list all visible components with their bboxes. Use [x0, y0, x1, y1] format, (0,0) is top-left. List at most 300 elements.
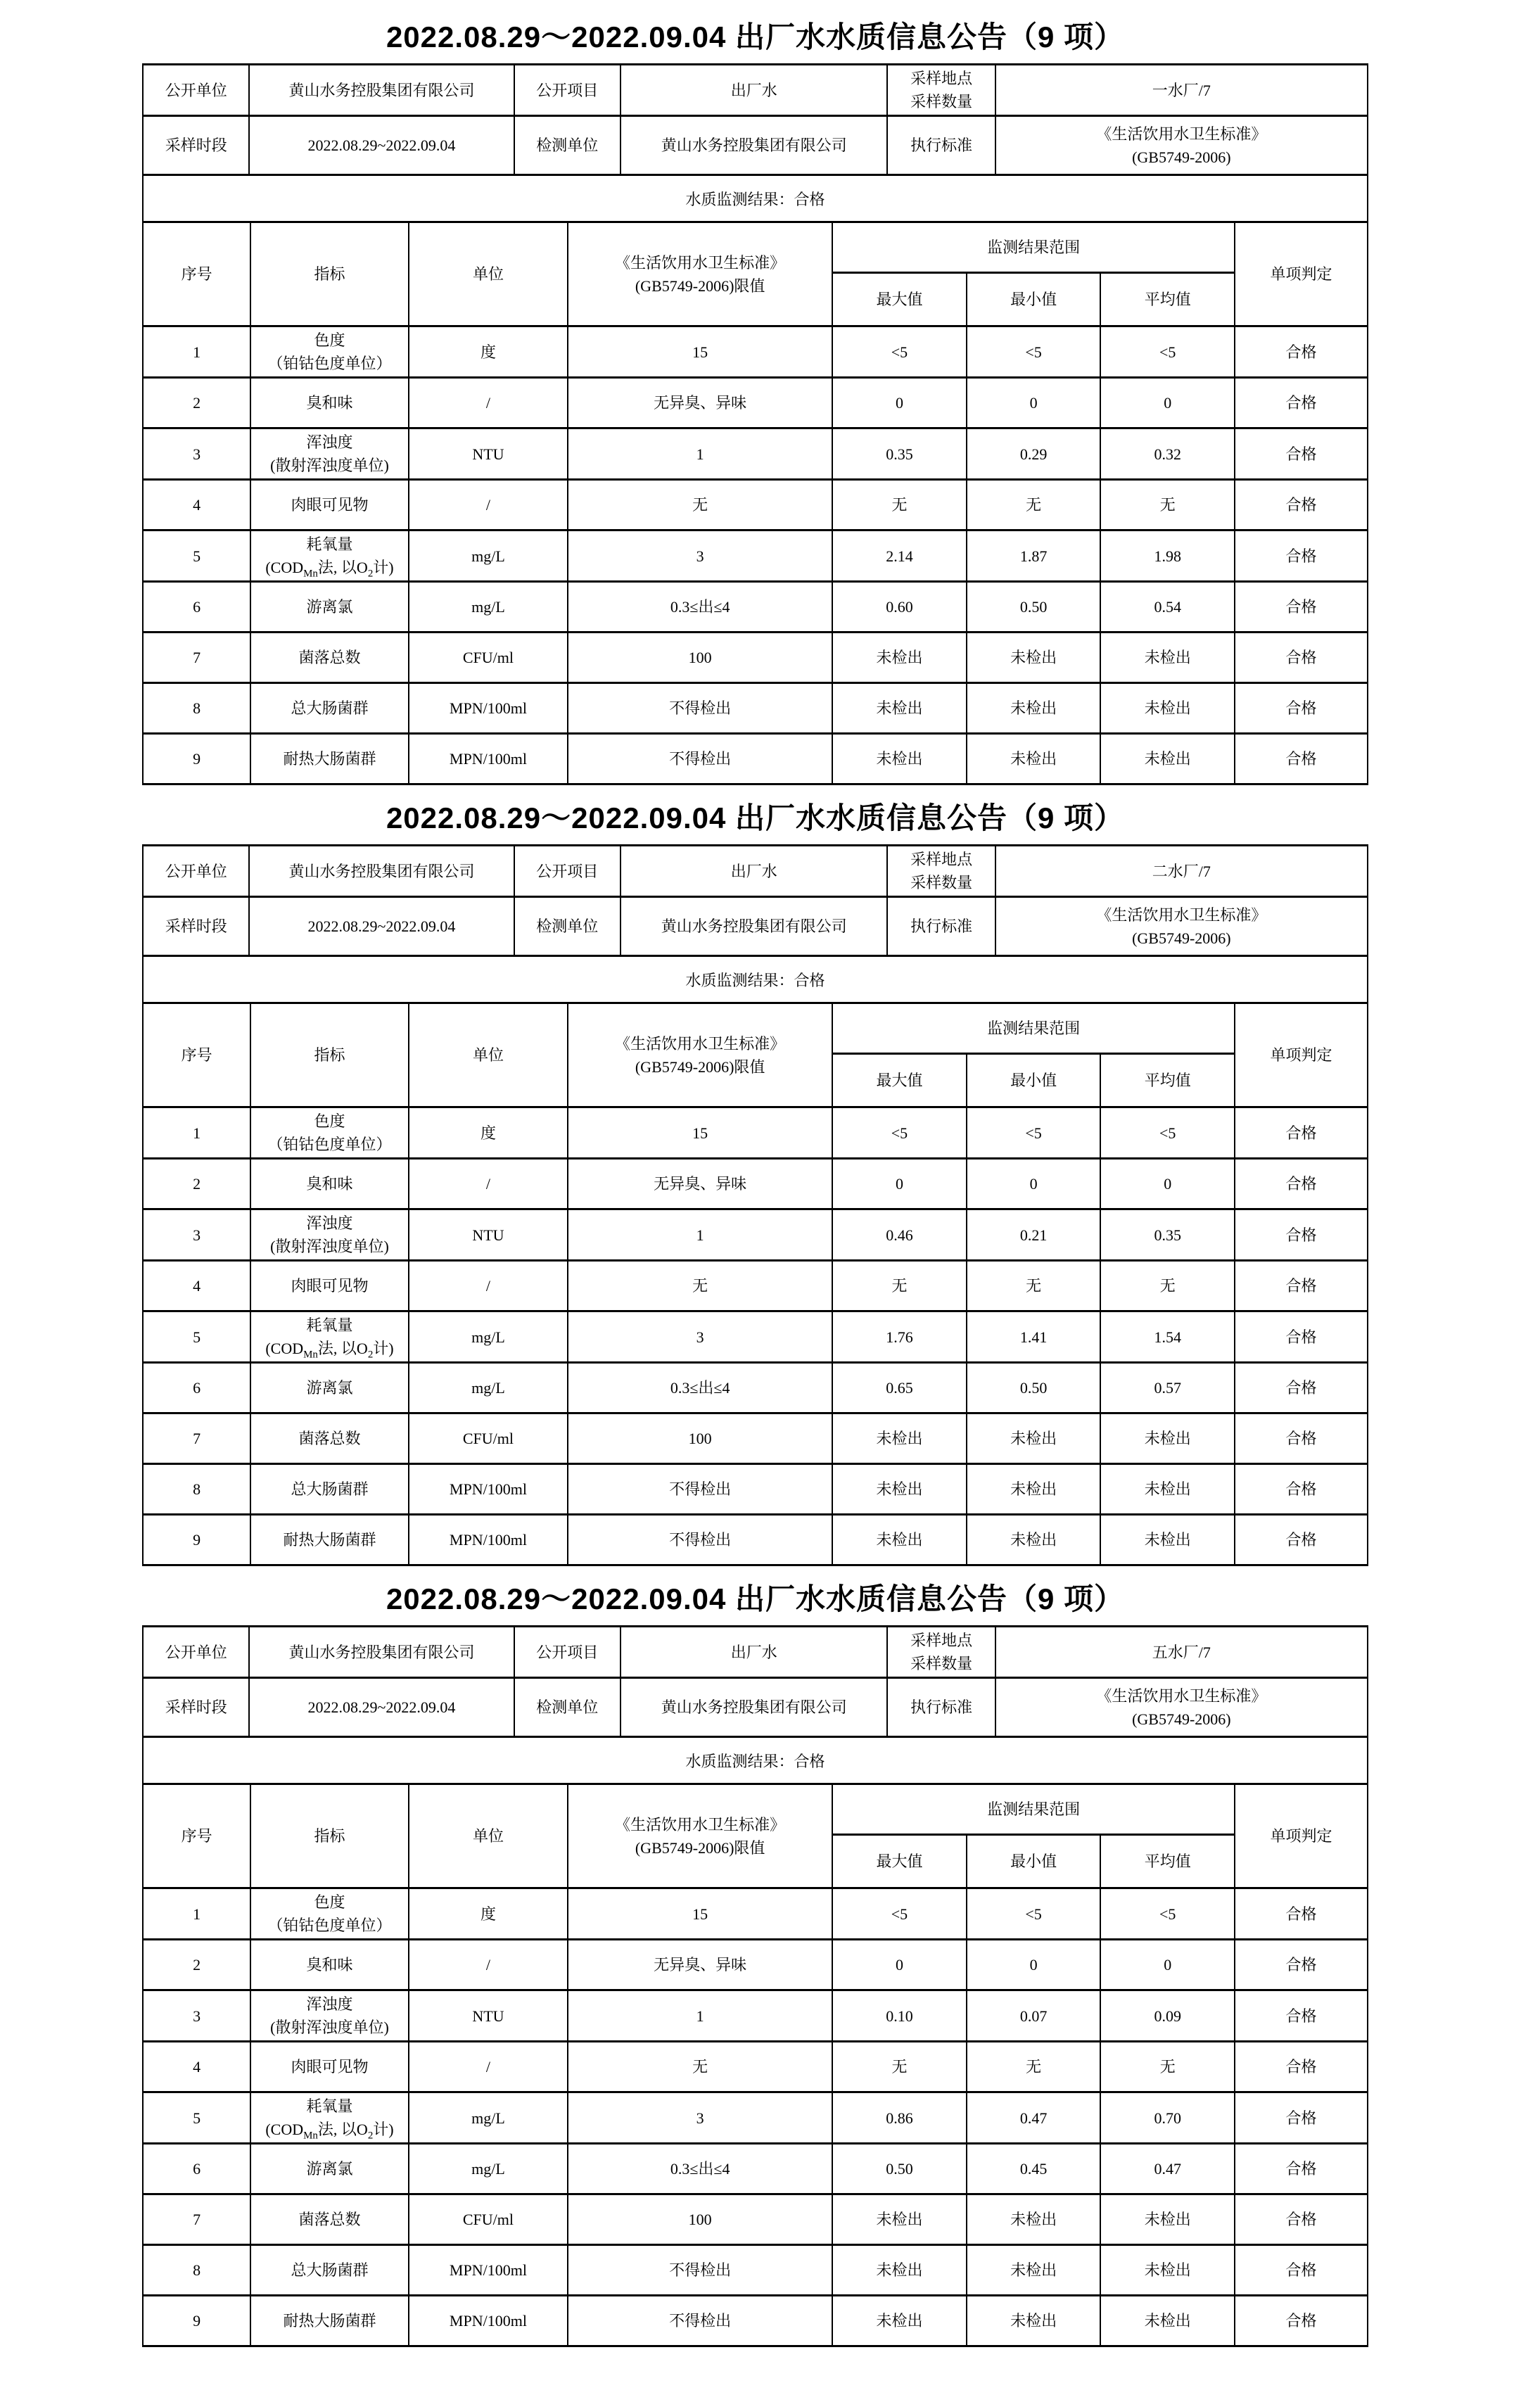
location-label-line1: 采样地点 [910, 851, 973, 868]
verdict-cell: 合格 [1235, 1888, 1368, 1940]
max-value-cell: 0.46 [832, 1209, 967, 1261]
avg-value-cell: 0.09 [1100, 1990, 1235, 2042]
limit-cell: 15 [568, 326, 832, 378]
max-value-cell: 0.60 [832, 582, 967, 633]
indicator-line: 肉眼可见物 [291, 1277, 369, 1295]
avg-value-cell: 未检出 [1100, 1464, 1235, 1515]
info-row [143, 1627, 1368, 1678]
period-value: 2022.08.29~2022.09.04 [249, 116, 514, 175]
max-value-cell: 无 [832, 480, 967, 530]
result-row [143, 2245, 1368, 2296]
indicator-line: 肉眼可见物 [291, 2058, 369, 2076]
avg-value-cell: 0.54 [1100, 582, 1235, 633]
no-cell: 1 [143, 1888, 250, 1940]
no-cell: 8 [143, 2245, 250, 2296]
indicator-cell [250, 1363, 409, 1413]
indicator-cell [250, 1413, 409, 1464]
avg-value-cell: 未检出 [1100, 734, 1235, 784]
verdict-cell: 合格 [1235, 683, 1368, 734]
indicator-line: 色度 [314, 331, 345, 349]
location-label-line2: 采样数量 [910, 1655, 973, 1672]
indicator-cell [250, 428, 409, 480]
result-row [143, 2092, 1368, 2144]
result-row [143, 1159, 1368, 1209]
result-row [143, 1107, 1368, 1159]
water-quality-report-block [142, 14, 1368, 785]
limit-header-line2: (GB5749-2006)限值 [635, 1838, 765, 1857]
result-row [143, 683, 1368, 734]
max-value-cell: 0.86 [832, 2092, 967, 2144]
col-header-indicator: 指标 [250, 222, 409, 326]
indicator-line: 游离氯 [306, 2160, 353, 2178]
indicator-line: 总大肠菌群 [291, 2261, 369, 2279]
col-header-range: 监测结果范围 [832, 1784, 1235, 1835]
indicator-cell [250, 2144, 409, 2194]
water-quality-report-block [142, 1576, 1368, 2347]
min-value-cell: 0.07 [967, 1990, 1101, 2042]
result-row [143, 633, 1368, 683]
no-cell: 3 [143, 428, 250, 480]
period-value: 2022.08.29~2022.09.04 [249, 897, 514, 956]
result-row [143, 734, 1368, 784]
min-value-cell: 未检出 [967, 2296, 1101, 2346]
lab-value: 黄山水务控股集团有限公司 [621, 1678, 888, 1737]
min-value-cell: 未检出 [967, 1515, 1101, 1565]
standard-label: 执行标准 [887, 897, 995, 956]
no-cell: 6 [143, 1363, 250, 1413]
no-cell: 9 [143, 1515, 250, 1565]
no-cell: 7 [143, 633, 250, 683]
verdict-cell: 合格 [1235, 2144, 1368, 2194]
indicator-line: （铂钴色度单位） [267, 1136, 392, 1153]
max-value-cell: 无 [832, 2042, 967, 2092]
verdict-cell: 合格 [1235, 2092, 1368, 2144]
result-row [143, 2042, 1368, 2092]
limit-header-line1: 《生活饮用水卫生标准》 [615, 1815, 786, 1834]
unit-cell: mg/L [409, 2144, 568, 2194]
result-row [143, 2194, 1368, 2245]
result-row [143, 1990, 1368, 2042]
results-header-row [143, 1003, 1368, 1054]
max-value-cell: 未检出 [832, 1464, 967, 1515]
limit-cell: 3 [568, 2092, 832, 2144]
result-row [143, 480, 1368, 530]
no-cell: 4 [143, 1261, 250, 1311]
result-row [143, 1413, 1368, 1464]
indicator-cell [250, 378, 409, 428]
result-row [143, 2144, 1368, 2194]
min-value-cell: <5 [967, 326, 1101, 378]
results-table [142, 1002, 1368, 1566]
min-value-cell: 0 [967, 378, 1101, 428]
indicator-line: 肉眼可见物 [291, 496, 369, 514]
indicator-cell [250, 2296, 409, 2346]
limit-cell: 不得检出 [568, 1515, 832, 1565]
standard-line2: (GB5749-2006) [1132, 1710, 1231, 1728]
verdict-cell: 合格 [1235, 1363, 1368, 1413]
report-title: 2022.08.29～2022.09.04 出厂水水质信息公告（9 项） [386, 801, 1125, 834]
avg-value-cell: 未检出 [1100, 1515, 1235, 1565]
unit-cell: MPN/100ml [409, 734, 568, 784]
col-header-unit: 单位 [409, 1003, 568, 1107]
col-header-limit [568, 1003, 832, 1107]
limit-cell: 15 [568, 1888, 832, 1940]
indicator-cell [250, 1515, 409, 1565]
indicator-cell [250, 633, 409, 683]
verdict-cell: 合格 [1235, 1107, 1368, 1159]
publisher-value: 黄山水务控股集团有限公司 [249, 65, 514, 116]
project-label: 公开项目 [514, 65, 621, 116]
unit-cell: / [409, 480, 568, 530]
col-header-avg: 平均值 [1100, 1054, 1235, 1107]
max-value-cell: 未检出 [832, 734, 967, 784]
info-table [142, 63, 1368, 176]
verdict-cell: 合格 [1235, 2042, 1368, 2092]
publisher-label: 公开单位 [143, 65, 249, 116]
no-cell: 2 [143, 1159, 250, 1209]
limit-cell: 无 [568, 480, 832, 530]
max-value-cell: 未检出 [832, 2296, 967, 2346]
verdict-cell: 合格 [1235, 1515, 1368, 1565]
limit-cell: 1 [568, 1990, 832, 2042]
min-value-cell: 未检出 [967, 734, 1101, 784]
limit-cell: 不得检出 [568, 734, 832, 784]
max-value-cell: 未检出 [832, 2194, 967, 2245]
unit-cell: mg/L [409, 1363, 568, 1413]
indicator-cell [250, 1311, 409, 1363]
limit-cell: 0.3≤出≤4 [568, 2144, 832, 2194]
result-row [143, 1209, 1368, 1261]
avg-value-cell: 无 [1100, 1261, 1235, 1311]
no-cell: 3 [143, 1990, 250, 2042]
limit-header-line1: 《生活饮用水卫生标准》 [615, 1034, 786, 1053]
col-header-no: 序号 [143, 1784, 250, 1888]
min-value-cell: 无 [967, 1261, 1101, 1311]
indicator-cell [250, 1261, 409, 1311]
indicator-line: ($COD_{Mn}$法, 以$O_2$计) [265, 2121, 394, 2142]
unit-cell: / [409, 1261, 568, 1311]
min-value-cell: 0.50 [967, 1363, 1101, 1413]
indicator-line: 菌落总数 [298, 1430, 361, 1447]
avg-value-cell: <5 [1100, 326, 1235, 378]
limit-cell: 无 [568, 2042, 832, 2092]
min-value-cell: 0.47 [967, 2092, 1101, 2144]
report-title: 2022.08.29～2022.09.04 出厂水水质信息公告（9 项） [386, 20, 1125, 53]
max-value-cell: 无 [832, 1261, 967, 1311]
unit-cell: NTU [409, 1209, 568, 1261]
avg-value-cell: 0 [1100, 1159, 1235, 1209]
period-label: 采样时段 [143, 897, 249, 956]
project-value: 出厂水 [621, 65, 888, 116]
unit-cell: mg/L [409, 2092, 568, 2144]
col-header-unit: 单位 [409, 1784, 568, 1888]
min-value-cell: 未检出 [967, 2194, 1101, 2245]
avg-value-cell: 0.70 [1100, 2092, 1235, 2144]
col-header-range: 监测结果范围 [832, 1003, 1235, 1054]
indicator-line: ($COD_{Mn}$法, 以$O_2$计) [265, 559, 394, 580]
no-cell: 8 [143, 1464, 250, 1515]
unit-cell: mg/L [409, 1311, 568, 1363]
indicator-line: 菌落总数 [298, 649, 361, 666]
unit-cell: / [409, 1159, 568, 1209]
min-value-cell: 0.21 [967, 1209, 1101, 1261]
indicator-line: 菌落总数 [298, 2211, 361, 2228]
avg-value-cell: 0 [1100, 378, 1235, 428]
no-cell: 5 [143, 1311, 250, 1363]
max-value-cell: 未检出 [832, 1515, 967, 1565]
location-label-line1: 采样地点 [910, 70, 973, 87]
min-value-cell: 未检出 [967, 1413, 1101, 1464]
indicator-line: 耗氧量 [306, 1316, 353, 1334]
min-value-cell: <5 [967, 1107, 1101, 1159]
location-count-label [887, 65, 995, 116]
indicator-cell [250, 1888, 409, 1940]
verdict-cell: 合格 [1235, 1413, 1368, 1464]
indicator-cell [250, 683, 409, 734]
limit-cell: 3 [568, 1311, 832, 1363]
unit-cell: / [409, 378, 568, 428]
unit-cell: MPN/100ml [409, 683, 568, 734]
standard-label: 执行标准 [887, 116, 995, 175]
standard-line1: 《生活饮用水卫生标准》 [1096, 125, 1267, 143]
location-count-value: 一水厂/7 [995, 65, 1368, 116]
max-value-cell: 1.76 [832, 1311, 967, 1363]
col-header-avg: 平均值 [1100, 273, 1235, 326]
location-count-value: 五水厂/7 [995, 1627, 1368, 1678]
project-value: 出厂水 [621, 1627, 888, 1678]
no-cell: 6 [143, 582, 250, 633]
indicator-line: (散射浑浊度单位) [270, 2019, 389, 2036]
unit-cell: NTU [409, 428, 568, 480]
unit-cell: / [409, 1940, 568, 1990]
verdict-cell: 合格 [1235, 734, 1368, 784]
col-header-unit: 单位 [409, 222, 568, 326]
verdict-cell: 合格 [1235, 1261, 1368, 1311]
limit-cell: 不得检出 [568, 2245, 832, 2296]
verdict-cell: 合格 [1235, 480, 1368, 530]
no-cell: 9 [143, 734, 250, 784]
result-row [143, 1311, 1368, 1363]
col-header-indicator: 指标 [250, 1003, 409, 1107]
col-header-min: 最小值 [967, 1054, 1101, 1107]
indicator-cell [250, 1159, 409, 1209]
unit-cell: mg/L [409, 582, 568, 633]
min-value-cell: 0.50 [967, 582, 1101, 633]
verdict-cell: 合格 [1235, 2194, 1368, 2245]
min-value-cell: 未检出 [967, 633, 1101, 683]
min-value-cell: 1.41 [967, 1311, 1101, 1363]
verdict-cell: 合格 [1235, 1311, 1368, 1363]
max-value-cell: 0.35 [832, 428, 967, 480]
max-value-cell: 2.14 [832, 530, 967, 582]
unit-cell: MPN/100ml [409, 2245, 568, 2296]
results-table [142, 1783, 1368, 2347]
publisher-label: 公开单位 [143, 846, 249, 897]
min-value-cell: 0.45 [967, 2144, 1101, 2194]
standard-line1: 《生活饮用水卫生标准》 [1096, 1686, 1267, 1705]
unit-cell: MPN/100ml [409, 2296, 568, 2346]
info-row [143, 846, 1368, 897]
indicator-cell [250, 582, 409, 633]
indicator-line: 臭和味 [306, 394, 353, 412]
max-value-cell: 0 [832, 378, 967, 428]
verdict-cell: 合格 [1235, 428, 1368, 480]
result-row [143, 1464, 1368, 1515]
limit-cell: 100 [568, 633, 832, 683]
result-note: 水质监测结果：合格 [142, 1738, 1368, 1783]
info-row [143, 65, 1368, 116]
info-row [143, 1678, 1368, 1737]
limit-header-line1: 《生活饮用水卫生标准》 [615, 253, 786, 272]
unit-cell: MPN/100ml [409, 1515, 568, 1565]
verdict-cell: 合格 [1235, 1464, 1368, 1515]
indicator-cell [250, 530, 409, 582]
standard-value [995, 116, 1368, 175]
limit-cell: 0.3≤出≤4 [568, 1363, 832, 1413]
indicator-line: 游离氯 [306, 598, 353, 616]
indicator-cell [250, 480, 409, 530]
indicator-line: 总大肠菌群 [291, 699, 369, 717]
min-value-cell: 0 [967, 1940, 1101, 1990]
limit-cell: 无异臭、异味 [568, 1940, 832, 1990]
min-value-cell: 1.87 [967, 530, 1101, 582]
results-header-row [143, 1784, 1368, 1835]
min-value-cell: 无 [967, 2042, 1101, 2092]
report-title: 2022.08.29～2022.09.04 出厂水水质信息公告（9 项） [386, 1582, 1125, 1615]
col-header-max: 最大值 [832, 273, 967, 326]
result-row [143, 2296, 1368, 2346]
no-cell: 7 [143, 1413, 250, 1464]
result-row [143, 1940, 1368, 1990]
avg-value-cell: 未检出 [1100, 1413, 1235, 1464]
unit-cell: CFU/ml [409, 1413, 568, 1464]
location-count-label [887, 1627, 995, 1678]
indicator-line: 臭和味 [306, 1956, 353, 1974]
indicator-line: 耐热大肠菌群 [283, 1531, 376, 1549]
max-value-cell: 未检出 [832, 683, 967, 734]
indicator-line: ($COD_{Mn}$法, 以$O_2$计) [265, 1340, 394, 1361]
avg-value-cell: 1.54 [1100, 1311, 1235, 1363]
col-header-max: 最大值 [832, 1835, 967, 1888]
col-header-no: 序号 [143, 1003, 250, 1107]
results-body [143, 326, 1368, 784]
result-row [143, 1261, 1368, 1311]
avg-value-cell: 未检出 [1100, 2296, 1235, 2346]
results-table [142, 221, 1368, 785]
avg-value-cell: <5 [1100, 1888, 1235, 1940]
min-value-cell: 未检出 [967, 1464, 1101, 1515]
unit-cell: 度 [409, 1107, 568, 1159]
col-header-indicator: 指标 [250, 1784, 409, 1888]
project-label: 公开项目 [514, 1627, 621, 1678]
limit-cell: 不得检出 [568, 1464, 832, 1515]
location-label-line2: 采样数量 [910, 93, 973, 110]
info-table [142, 1625, 1368, 1738]
no-cell: 1 [143, 326, 250, 378]
limit-cell: 无 [568, 1261, 832, 1311]
min-value-cell: 未检出 [967, 683, 1101, 734]
no-cell: 4 [143, 2042, 250, 2092]
max-value-cell: <5 [832, 1107, 967, 1159]
min-value-cell: 未检出 [967, 2245, 1101, 2296]
indicator-cell [250, 2245, 409, 2296]
unit-cell: mg/L [409, 530, 568, 582]
unit-cell: CFU/ml [409, 633, 568, 683]
publisher-value: 黄山水务控股集团有限公司 [249, 846, 514, 897]
limit-cell: 无异臭、异味 [568, 1159, 832, 1209]
max-value-cell: 未检出 [832, 1413, 967, 1464]
indicator-line: 浑浊度 [306, 433, 353, 451]
verdict-cell: 合格 [1235, 326, 1368, 378]
result-note: 水质监测结果：合格 [142, 957, 1368, 1002]
standard-line1: 《生活饮用水卫生标准》 [1096, 905, 1267, 924]
location-count-label [887, 846, 995, 897]
avg-value-cell: 1.98 [1100, 530, 1235, 582]
indicator-cell [250, 1107, 409, 1159]
min-value-cell: 无 [967, 480, 1101, 530]
avg-value-cell: 0.35 [1100, 1209, 1235, 1261]
standard-line2: (GB5749-2006) [1132, 929, 1231, 947]
indicator-line: 耐热大肠菌群 [283, 2312, 376, 2330]
indicator-cell [250, 326, 409, 378]
info-table [142, 844, 1368, 957]
max-value-cell: 0.10 [832, 1990, 967, 2042]
indicator-line: 耗氧量 [306, 2097, 353, 2115]
results-body [143, 1888, 1368, 2346]
indicator-line: (散射浑浊度单位) [270, 457, 389, 474]
indicator-line: （铂钴色度单位） [267, 1917, 392, 1934]
verdict-cell: 合格 [1235, 2245, 1368, 2296]
unit-cell: 度 [409, 326, 568, 378]
no-cell: 9 [143, 2296, 250, 2346]
limit-header-line2: (GB5749-2006)限值 [635, 1057, 765, 1076]
indicator-cell [250, 1940, 409, 1990]
min-value-cell: <5 [967, 1888, 1101, 1940]
result-row [143, 582, 1368, 633]
indicator-cell [250, 2194, 409, 2245]
max-value-cell: <5 [832, 1888, 967, 1940]
max-value-cell: 未检出 [832, 2245, 967, 2296]
report-blocks-container [0, 14, 1540, 2347]
limit-cell: 无异臭、异味 [568, 378, 832, 428]
verdict-cell: 合格 [1235, 530, 1368, 582]
avg-value-cell: 无 [1100, 480, 1235, 530]
col-header-verdict: 单项判定 [1235, 222, 1368, 326]
indicator-line: (散射浑浊度单位) [270, 1238, 389, 1255]
result-row [143, 1515, 1368, 1565]
results-header-row [143, 222, 1368, 273]
avg-value-cell: 未检出 [1100, 2245, 1235, 2296]
result-row [143, 378, 1368, 428]
verdict-cell: 合格 [1235, 1990, 1368, 2042]
no-cell: 2 [143, 1940, 250, 1990]
col-header-limit [568, 1784, 832, 1888]
lab-value: 黄山水务控股集团有限公司 [621, 116, 888, 175]
avg-value-cell: 0.32 [1100, 428, 1235, 480]
lab-label: 检测单位 [514, 1678, 621, 1737]
no-cell: 3 [143, 1209, 250, 1261]
col-header-max: 最大值 [832, 1054, 967, 1107]
unit-cell: MPN/100ml [409, 1464, 568, 1515]
verdict-cell: 合格 [1235, 582, 1368, 633]
avg-value-cell: <5 [1100, 1107, 1235, 1159]
verdict-cell: 合格 [1235, 1159, 1368, 1209]
project-value: 出厂水 [621, 846, 888, 897]
location-label-line2: 采样数量 [910, 874, 973, 891]
indicator-line: 耐热大肠菌群 [283, 750, 376, 768]
limit-cell: 不得检出 [568, 683, 832, 734]
indicator-cell [250, 2092, 409, 2144]
